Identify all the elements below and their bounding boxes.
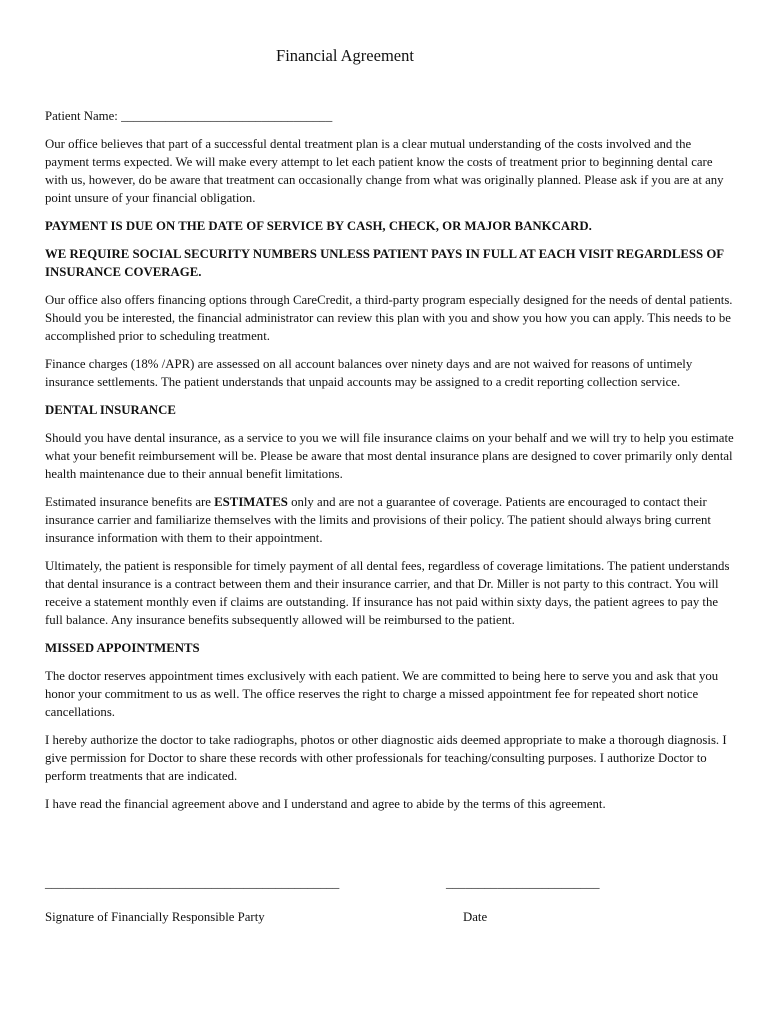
financing-paragraph: Our office also offers financing options through CareCredit, a third-party program especially designed for the needs of dental patients. Should you be interested, the financial administrator can review this plan with you and show you how you can apply. This needs to be accomplished prior to scheduling treatment. xyxy=(45,293,733,343)
patient-name-line xyxy=(45,107,735,125)
estimates-emphasis: ESTIMATES xyxy=(214,495,288,509)
payment-notice: PAYMENT IS DUE ON THE DATE OF SERVICE BY CASH, CHECK, OR MAJOR BANKCARD. xyxy=(45,219,592,233)
acknowledgement-paragraph: I have read the financial agreement above and I understand and agree to abide by the terms of this agreement. xyxy=(45,797,606,811)
date-label: Date xyxy=(463,910,488,924)
missed-appointments-heading: MISSED APPOINTMENTS xyxy=(45,641,200,655)
patient-name-blank: _________________________________ xyxy=(121,109,333,123)
insurance-paragraph-3: Ultimately, the patient is responsible for timely payment of all dental fees, regardless of coverage limitations. The patient understands that dental insurance is a contract between them and their insurance carrier, and that Dr. Miller is not party to this contract. You will receive a statement monthly even if claims are outstanding. If insurance has not paid within sixty days, the patient agrees to pay the full balance. Any insurance benefits subsequently allowed will be reimbursed to the patient. xyxy=(45,559,730,627)
document-body xyxy=(45,107,735,823)
insurance-p2-before: Estimated insurance benefits are xyxy=(45,495,215,509)
document-title: Financial Agreement xyxy=(276,46,414,65)
intro-paragraph: Our office believes that part of a successful dental treatment plan is a clear mutual understanding of the costs involved and the payment terms expected. We will make every attempt to let each patient know the costs of treatment prior to beginning dental care with us, however, do be aware that treatment can occasionally change from what was originally planned. Please ask if you are at any point unsure of your financial obligation. xyxy=(45,137,724,205)
finance-charges-paragraph: Finance charges (18% /APR) are assessed on all account balances over ninety days and are not waived for reasons of untimely insurance settlements. The patient understands that unpaid accounts may be assigned to a credit reporting collection service. xyxy=(45,357,693,389)
insurance-paragraph-2 xyxy=(45,493,735,547)
insurance-paragraph-1: Should you have dental insurance, as a service to you we will file insurance claims on your behalf and we will try to help you estimate what your benefit reimbursement will be. Please be aware that most dental insurance plans are designed to cover primarily only dental health maintenance due to their annual benefit limitations. xyxy=(45,431,734,481)
date-line: ________________________ xyxy=(446,876,600,890)
authorization-paragraph: I hereby authorize the doctor to take radiographs, photos or other diagnostic aids deemed appropriate to make a thorough diagnosis. I give permission for Doctor to share these records with other professionals for teaching/consulting purposes. I authorize Doctor to perform treatments that are indicated. xyxy=(45,733,727,783)
ssn-notice: WE REQUIRE SOCIAL SECURITY NUMBERS UNLESS PATIENT PAYS IN FULL AT EACH VISIT REGARDLESS OF INSURANCE COVERAGE. xyxy=(45,247,724,279)
dental-insurance-heading: DENTAL INSURANCE xyxy=(45,403,176,417)
signature-label: Signature of Financially Responsible Party xyxy=(45,910,265,924)
patient-name-label: Patient Name: xyxy=(45,109,118,123)
missed-appointments-paragraph: The doctor reserves appointment times exclusively with each patient. We are committed to being here to serve you and ask that you honor your commitment to us as well. The office reserves the right to charge a missed appointment fee for repeated short notice cancellations. xyxy=(45,669,719,719)
signature-line: ______________________________________________ xyxy=(45,876,340,890)
insurance-p2-after: only and are not a guarantee of coverage. Patients are encouraged to contact their insurance carrier and familiarize themselves with the limits and provisions of their policy. The patient should always bring current insurance information with them to their appointment. xyxy=(45,495,711,545)
